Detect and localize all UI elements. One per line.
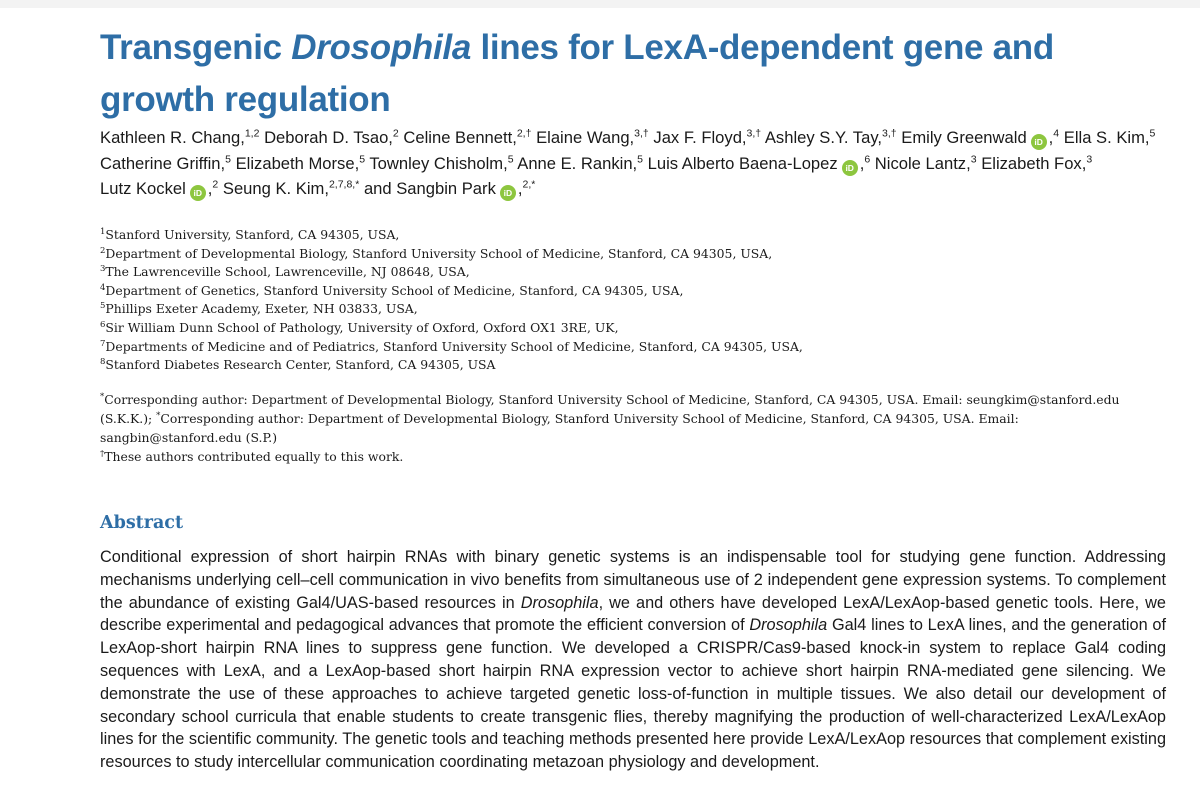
affiliation-item — [100, 338, 1180, 357]
affiliation-number: 1 — [100, 226, 106, 237]
affiliation-item — [100, 300, 1180, 319]
author-entry — [875, 154, 977, 173]
author-entry — [653, 128, 761, 147]
author-name: Kathleen R. Chang, — [100, 128, 245, 147]
author-name: Deborah D. Tsao, — [264, 128, 393, 147]
author-affiliation-sup: 3 — [970, 152, 977, 165]
title-italic-genus: Drosophila — [291, 28, 472, 67]
equal-contribution-text: These authors contributed equally to this work. — [104, 449, 404, 464]
affiliation-number: 7 — [100, 338, 106, 349]
affiliation-text: Departments of Medicine and of Pediatrics, Stanford University School of Medicine, Stanford, CA 94305, USA, — [105, 338, 803, 354]
author-name: Luis Alberto Baena-Lopez — [647, 153, 838, 173]
affiliation-item — [100, 245, 1180, 264]
affiliation-number: 3 — [100, 264, 106, 275]
author-name: Townley Chisholm, — [369, 153, 508, 173]
author-affiliation-sup: 4 — [1053, 127, 1060, 140]
author-entry — [765, 128, 897, 147]
author-entry — [1064, 128, 1156, 147]
corresponding-mark: * — [156, 410, 161, 421]
author-name: Elizabeth Morse, — [235, 153, 360, 173]
abstract-italic-genus: Drosophila — [520, 593, 599, 612]
author-list — [100, 125, 1160, 202]
author-entry — [100, 128, 259, 147]
affiliation-text: Department of Developmental Biology, Stanford University School of Medicine, Stanford, CA 94305, USA, — [105, 245, 773, 261]
affiliation-number: 5 — [100, 301, 106, 312]
author-entry: Lutz Kockel iD ,$^2$ — [100, 179, 218, 198]
author-affiliation-sup: 5 — [359, 152, 366, 165]
affiliation-text: Department of Genetics, Stanford University School of Medicine, Stanford, CA 94305, USA, — [105, 282, 684, 298]
orcid-icon[interactable]: iD — [500, 185, 516, 201]
author-affiliation-sup: 6 — [864, 152, 871, 165]
author-entry — [223, 179, 359, 198]
author-entry — [403, 128, 531, 147]
affiliation-number: 8 — [100, 357, 106, 368]
affiliation-item — [100, 356, 1180, 375]
author-entry — [517, 154, 643, 173]
abstract-italic-genus: Drosophila — [749, 616, 828, 635]
author-affiliation-sup: 5 — [1149, 127, 1156, 140]
affiliation-item — [100, 282, 1180, 301]
author-entry: and Sangbin Park iD ,$^{2,*}$ — [364, 179, 535, 198]
author-affiliation-sup: 5 — [225, 152, 231, 165]
orcid-icon[interactable]: iD — [190, 185, 206, 201]
author-entry: Emily Greenwald iD ,$^4$ — [901, 128, 1059, 147]
title-part-1: Transgenic — [100, 28, 292, 67]
author-affiliation-sup: 5 — [507, 152, 514, 165]
orcid-icon[interactable]: iD — [1031, 134, 1047, 150]
author-affiliation-sup: 1,2 — [244, 127, 260, 140]
author-name: Jax F. Floyd, — [653, 128, 747, 147]
author-entry: Luis Alberto Baena-Lopez iD ,$^6$ — [648, 154, 871, 173]
author-entry — [264, 128, 399, 147]
author-affiliation-sup: 3,† — [882, 127, 897, 140]
author-affiliation-sup: 2,7,8,* — [328, 178, 360, 191]
author-affiliation-sup: 3 — [1086, 152, 1093, 165]
author-entry — [100, 154, 231, 173]
abstract-text-1: Conditional expression of short hairpin RNAs with binary genetic systems is an indispensable tool for studying gene function. Addressing mechanisms underlying cell–cell communication in vivo benefits from simultaneous use of 2 independent gene expression systems. To complement the abundance of existing Gal4/UAS-based resources in — [100, 548, 1166, 612]
author-name: and Sangbin Park — [363, 179, 496, 198]
author-name: Seung K. Kim, — [222, 179, 329, 198]
orcid-icon[interactable]: iD — [842, 160, 858, 176]
author-name: Lutz Kockel — [100, 179, 186, 198]
affiliation-item — [100, 226, 1180, 245]
affiliation-number: 4 — [100, 282, 106, 293]
affiliation-text: Sir William Dunn School of Pathology, University of Oxford, Oxford OX1 3RE, UK, — [105, 319, 619, 335]
author-entry — [236, 154, 365, 173]
author-affiliation-sup: 2,† — [516, 127, 532, 140]
article-title — [100, 22, 1160, 126]
affiliation-list — [100, 226, 1180, 375]
abstract-body — [100, 546, 1166, 774]
affiliation-text: The Lawrenceville School, Lawrenceville, NJ 08648, USA, — [105, 264, 470, 280]
affiliation-text: Stanford Diabetes Research Center, Stanford, CA 94305, USA — [105, 357, 496, 373]
corresponding-mark: * — [100, 391, 105, 402]
page-top-edge — [0, 0, 1200, 8]
equal-contribution-note — [100, 447, 1160, 466]
affiliation-text: Stanford University, Stanford, CA 94305, USA, — [105, 227, 400, 242]
author-name: Elizabeth Fox, — [981, 153, 1087, 173]
affiliation-text: Phillips Exeter Academy, Exeter, NH 03833, USA, — [105, 301, 418, 317]
author-name: Ashley S.Y. Tay, — [764, 128, 883, 147]
affiliation-number: 2 — [100, 245, 106, 256]
abstract-text-2: , we and others have developed LexA/LexAop-based genetic tools. Here, we describe experimental and pedagogical advances that promote the efficient conversion of — [100, 593, 1166, 635]
abstract-heading: Abstract — [100, 513, 184, 533]
corresponding-author-2: Corresponding author: Department of Developmental Biology, Stanford University School of Medicine, Stanford, CA 94305, USA. Email: sangbin@stanford.edu (S.P.) — [100, 411, 1019, 445]
author-entry — [536, 128, 649, 147]
author-entry — [369, 154, 513, 173]
author-name: Catherine Griffin, — [100, 153, 226, 173]
author-affiliation-sup: 5 — [637, 152, 644, 165]
abstract-text-3: Gal4 lines to LexA lines, and the generation of LexAop-short hairpin RNA lines to suppress gene function. We developed a CRISPR/Cas9-based knock-in system to replace Gal4 coding sequences with LexA, and a LexAop-based short hairpin RNA expression vector to achieve short hairpin RNA-mediated gene silencing. We demonstrate the use of these approaches to achieve targeted genetic loss-of-function in multiple tissues. We also detail our development of secondary school curricula that enable students to create transgenic flies, thereby magnifying the production of well-characterized LexA/LexAop lines for the scientific community. The genetic tools and teaching methods presented here provide LexA/LexAop resources that complement existing resources to study intercellular communication coordinating metazoan physiology and development. — [100, 616, 1166, 772]
author-name: Nicole Lantz, — [874, 153, 971, 173]
author-affiliation-sup: 3,† — [746, 127, 762, 140]
corresponding-authors-note — [100, 390, 1160, 447]
affiliation-item — [100, 319, 1180, 338]
author-name: Anne E. Rankin, — [517, 153, 638, 173]
affiliation-item — [100, 263, 1180, 282]
author-name: Ella S. Kim, — [1063, 128, 1150, 147]
corresponding-author-1: Corresponding author: Department of Developmental Biology, Stanford University School of Medicine, Stanford, CA 94305, USA. Email: seungkim@stanford.edu (S.K.K.); — [100, 392, 1120, 426]
equal-contribution-mark: † — [100, 448, 105, 459]
title-part-2: lines for LexA-dependent gene and growth regulation — [100, 28, 1054, 119]
author-affiliation-sup: 3,† — [634, 127, 649, 140]
correspondence-notes — [100, 390, 1160, 466]
author-name: Emily Greenwald — [901, 128, 1027, 147]
author-affiliation-sup: 2 — [212, 178, 219, 191]
author-affiliation-sup: 2,* — [522, 178, 536, 191]
author-name: Celine Bennett, — [403, 128, 517, 147]
affiliation-number: 6 — [100, 319, 106, 330]
author-affiliation-sup: 2 — [392, 127, 399, 140]
author-name: Elaine Wang, — [536, 128, 635, 147]
author-entry — [981, 154, 1092, 173]
